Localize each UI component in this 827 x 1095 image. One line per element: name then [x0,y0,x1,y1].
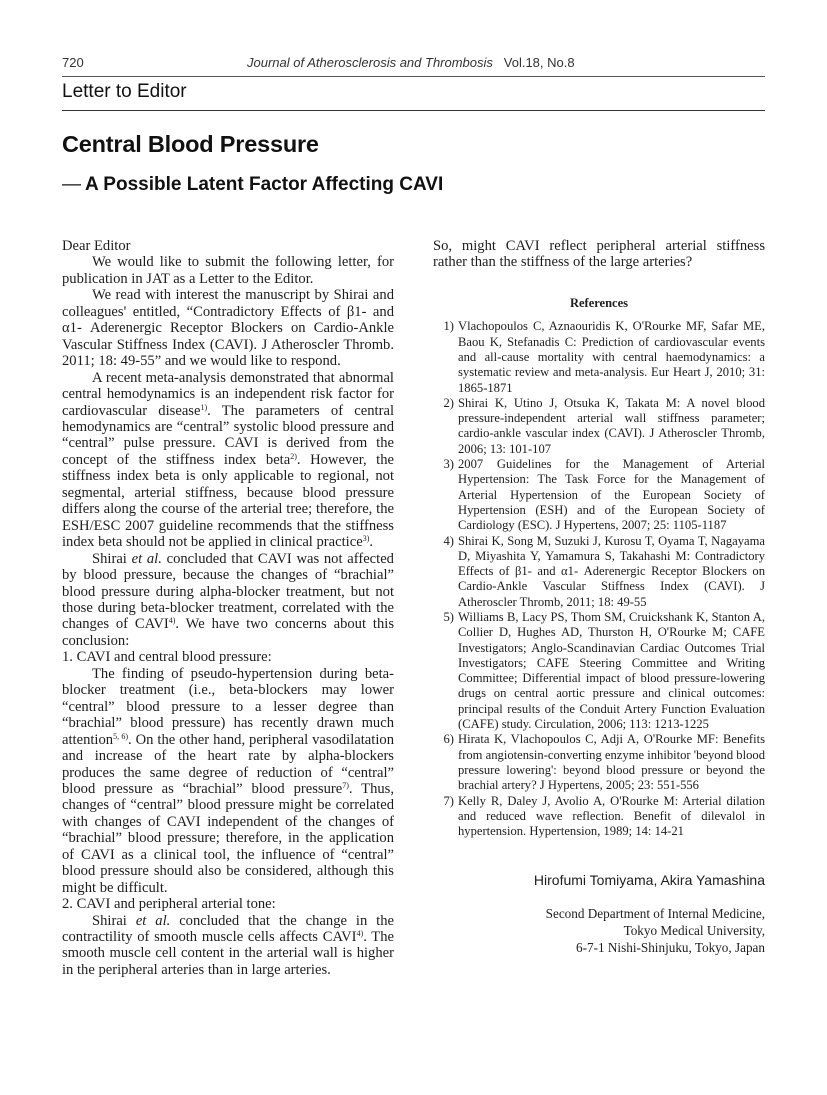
paragraph: So, might CAVI reflect peripheral arterial stiffness rather than the stiffness of the large arteries? [433,238,765,271]
affiliation-line: Tokyo Medical University, [623,923,765,939]
paragraph-text: . The smooth muscle cell content in the arterial wall is higher in the peripheral arteries than in large arteries. [62,929,394,978]
reference-item [433,457,765,533]
reference-text: Kelly R, Daley J, Avolio A, O'Rourke M: Arterial dilation and reduced wave reflection. Benefit of dilevalol in hypertension. Hypertension, 1989; 14: 14-21 [458,793,765,839]
paragraph-text: . However, the stiffness index beta is only applicable to regional, not segmental, arterial stiffness, because blood pressure differs along the course of the arterial tree; therefore, the ESH/ESC 2007 guideline recommends that the stiffness index beta should not be applied in clinical practice [62,451,394,551]
reference-number: 3) [443,457,454,472]
paragraph-text: . Thus, changes of “central” blood pressure might be correlated with changes of CAVI independent of the changes of “brachial” blood pressure; therefore, in the application of CAVI as a clinical tool, the influence of “central” blood pressure should also be considered, although this might be difficult. [62,780,395,896]
reference-number: 7) [443,793,454,808]
affiliation-line: Second Department of Internal Medicine, [545,905,765,921]
reference-number: 6) [443,732,454,747]
reference-number: 2) [443,395,454,410]
et-al: et al. [131,550,162,567]
citation-superscript: 1) [200,402,208,412]
reference-item [433,794,765,840]
reference-item [433,732,765,793]
paragraph-text: concluded that CAVI was not affected by blood pressure, because the changes of “brachial” blood pressure during alpha-blocker treatment, but not those during beta-blocker treatment, correlated with the changes of CAVI [62,550,394,633]
reference-text: Williams B, Lacy PS, Thom SM, Cruickshank K, Stanton A, Collier D, Hughes AD, Thurston H, O'Rourke M; CAFE Investigators; Anglo-Scandinavian Cardiac Outcomes Trial Investigators; CAFE Steering Committee and Writing Committee; Differential impact of blood pressure-lowering drugs on central aortic pressure and clinical outcomes: principal results of the Conduit Artery Function Evaluation (CAFE) study. Circulation, 2006; 113: 1213-1225 [458,610,765,732]
reference-number: 5) [443,610,454,624]
paragraph-text: . [369,534,374,551]
paragraph-text: . We have two concerns about this conclusion: [62,616,395,649]
author-names: Hirofumi Tomiyama, Akira Yamashina [533,872,765,889]
subheading: 1. CAVI and central blood pressure: [62,649,272,666]
reference-text: 2007 Guidelines for the Management of Arterial Hypertension: The Task Force for the Management of Arterial Hypertension of the European Society of Hypertension (ESH) and of the European Society of Cardiology (ESC). J Hypertens, 2007; 25: 1105-1187 [458,457,765,533]
reference-text: Shirai K, Song M, Suzuki J, Kurosu T, Oyama T, Nagayama D, Miyashita Y, Yamamura S, Takahashi M: Contradictory Effects of β1- and α1- Aderenergic Receptor Blockers on Cardio-Ankle Vascular Stiffness Index (CAVI). J Atheroscler Thromb, 2011; 18: 49-55 [458,533,765,609]
paragraph-text: concluded that the change in the contractility of smooth muscle cells affects CAVI [62,912,395,946]
citation-superscript: 3) [362,534,370,544]
reference-text: Shirai K, Utino J, Otsuka K, Takata M: A novel blood pressure-independent arterial wall stiffness parameter; cardio-ankle vascular index (CAVI). J Atheroscler Thromb, 2006; 13: 101-107 [458,395,765,456]
article-subtitle [62,174,443,196]
reference-text: Hirata K, Vlachopoulos C, Adji A, O'Rourke MF: Benefits from angiotensin-converting enzyme inhibitor 'beyond blood pressure lowering': beyond blood pressure or beyond the brachial artery? J Hypertens, 2005; 23: 551-556 [458,732,765,793]
article-title: Central Blood Pressure [62,131,319,157]
reference-text: Vlachopoulos C, Aznaouridis K, O'Rourke MF, Safar ME, Baou K, Stefanadis C: Prediction of cardiovascular events and all-cause mortality with central haemodynamics: a systematic review and meta-analysis. Eur Heart J, 2010; 31: 1865-1871 [458,319,765,395]
right-column [433,238,765,957]
journal-citation [247,55,575,70]
header-rule [62,76,765,77]
subheading: 2. CAVI and peripheral arterial tone: [62,896,276,913]
citation-superscript: 7) [342,780,349,790]
paragraph [62,370,394,551]
section-rule [62,110,765,111]
reference-item [433,396,765,457]
paragraph: We would like to submit the following letter, for publication in JAT as a Letter to the Editor. [62,254,394,287]
paragraph [62,551,394,650]
references-heading: References [569,295,629,310]
journal-volume: Vol.18, No.8 [503,55,575,70]
paragraph [62,913,394,979]
paragraph [62,666,394,896]
references-list [433,319,765,839]
citation-superscript: 2) [290,451,297,461]
reference-item [433,534,765,610]
subtitle-dash: — [62,174,81,195]
running-header [62,55,765,75]
reference-number: 1) [443,319,454,334]
left-column [62,238,394,978]
citation-superscript: 5, 6) [113,731,129,741]
affiliation-line: 6-7-1 Nishi-Shinjuku, Tokyo, Japan [576,940,765,956]
paragraph-text: . On the other hand, peripheral vasodilatation and increase of the heart rate by alpha-blockers produces the same degree of reduction of “central” blood pressure as “brachial” blood pressure [62,731,394,797]
salutation: Dear Editor [62,238,131,254]
reference-number: 4) [443,533,454,548]
paragraph-text: . The parameters of central hemodynamics are “central” systolic blood pressure and “central” pulse pressure. CAVI is derived from the concept of the stiffness index beta [62,402,394,468]
reference-item [433,610,765,732]
citation-superscript: 4) [356,929,364,939]
citation-superscript: 4) [168,616,176,626]
subtitle-text: A Possible Latent Factor Affecting CAVI [85,174,444,195]
author-name: Shirai [92,550,127,567]
section-label: Letter to Editor [62,81,187,102]
paragraph: We read with interest the manuscript by Shirai and colleagues' entitled, “Contradictory Effects of β1- and α1- Aderenergic Receptor Blockers on Cardio-Ankle Vascular Stiffness Index (CAVI). J Atheroscler Thromb. 2011; 18: 49-55” and we would like to respond. [62,287,394,370]
author-affiliation [433,905,765,957]
author-name: Shirai [92,912,127,929]
journal-name: Journal of Atherosclerosis and Thrombosis [247,55,493,70]
reference-item [433,319,765,395]
paragraph-text: A recent meta-analysis demonstrated that abnormal central hemodynamics is an independent risk factor for cardiovascular disease [62,369,394,419]
et-al: et al. [135,912,171,929]
page-number: 720 [62,55,84,70]
paragraph-text: The finding of pseudo-hypertension during beta-blocker treatment (i.e., beta-blockers may lower “central” blood pressure to a lesser degree than “brachial” blood pressure) has recently drawn much attention [62,665,394,748]
